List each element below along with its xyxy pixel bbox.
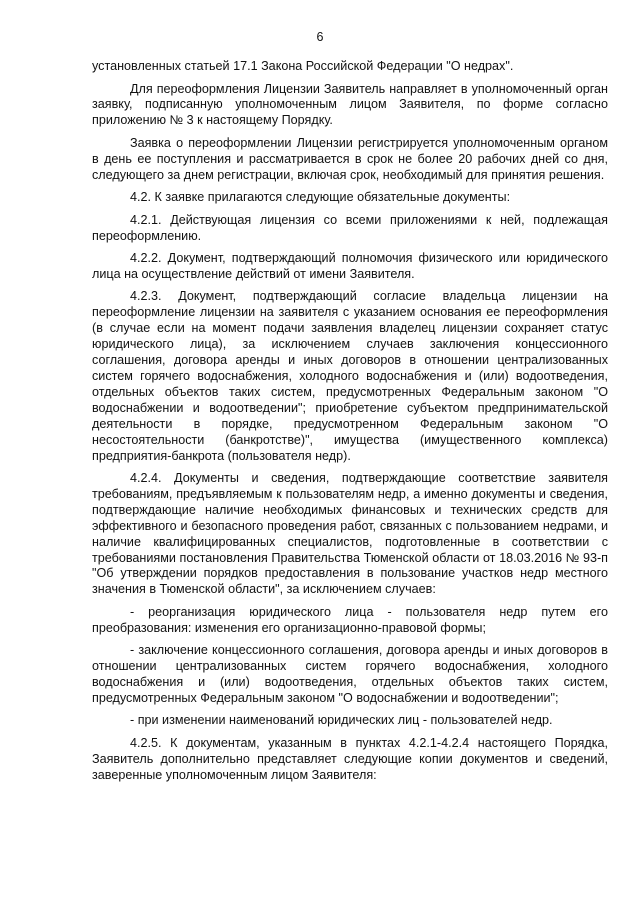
item-4-2-5: 4.2.5. К документам, указанным в пунктах 4.2.1-4.2.4 настоящего Порядка, Заявитель дополнительно представляет следующие копии документов и сведений, заверенные уполномоченным лицом Заявителя:: [92, 735, 608, 782]
document-body: [92, 59, 608, 790]
page-number: 6: [316, 30, 324, 44]
section-4-2-heading: 4.2. К заявке прилагаются следующие обязательные документы:: [130, 190, 511, 205]
item-4-2-3: 4.2.3. Документ, подтверждающий согласие владельца лицензии на переоформление лицензии на заявителя с указанием основания ее переоформления (в случае если на момент подачи заявления владелец лицензии сохраняет статус юридического лица), за исключением случаев заключения концессионного соглашения, договора аренды и иных договоров в отношении централизованных систем горячего водоснабжения, холодного водоснабжения и (или) водоотведения, отдельных объектов таких систем, предусмотренных Федеральным законом "О водоснабжении и водоотведении"; приобретение субъектом предпринимательской деятельности в порядке, предусмотренном Федеральным законом "О несостоятельности (банкротстве)", имущества (имущественного комплекса) предприятия-банкрота (пользователя недр).: [92, 289, 608, 463]
paragraph-application-registration: Заявка о переоформлении Лицензии регистрируется уполномоченным органом в день ее поступления и рассматривается в срок не более 20 рабочих дней со дня, следующего за днем регистрации, включая срок, необходимый для принятия решения.: [92, 135, 608, 182]
paragraph-reissue-application: Для переоформления Лицензии Заявитель направляет в уполномоченный орган заявку, подписанную уполномоченным лицом Заявителя, по форме согласно приложению № 3 к настоящему Порядку.: [92, 81, 608, 128]
paragraph-continuation: установленных статьей 17.1 Закона Российской Федерации "О недрах".: [92, 59, 514, 73]
item-4-2-2: 4.2.2. Документ, подтверждающий полномочия физического или юридического лица на осуществление действий от имени Заявителя.: [92, 251, 608, 281]
item-4-2-4: 4.2.4. Документы и сведения, подтверждающие соответствие заявителя требованиям, предъявляемым к пользователям недр, а именно документы и сведения, подтверждающие наличие необходимых финансовых и технических средств для эффективного и безопасного проведения работ, связанных с пользованием недрами, и наличие квалифицированных специалистов, подготовленные в соответствии с требованиями постановления Правительства Тюменской области от 18.03.2016 № 93-п "Об утверждении порядков предоставления в пользование участков недр местного значения в Тюменской области", за исключением случаев:: [92, 471, 608, 597]
exception-concession-agreement: - заключение концессионного соглашения, договора аренды и иных договоров в отношении централизованных систем горячего водоснабжения, холодного водоснабжения и (или) водоотведения, отдельных объектов таких систем, предусмотренных Федеральным законом "О водоснабжении и водоотведении";: [92, 643, 608, 705]
exception-name-change: - при изменении наименований юридических лиц - пользователей недр.: [130, 713, 553, 728]
item-4-2-1: 4.2.1. Действующая лицензия со всеми приложениями к ней, подлежащая переоформлению.: [92, 212, 608, 243]
exception-reorganization: - реорганизация юридического лица - пользователя недр путем его преобразования: изменения его организационно-правовой формы;: [92, 604, 608, 635]
